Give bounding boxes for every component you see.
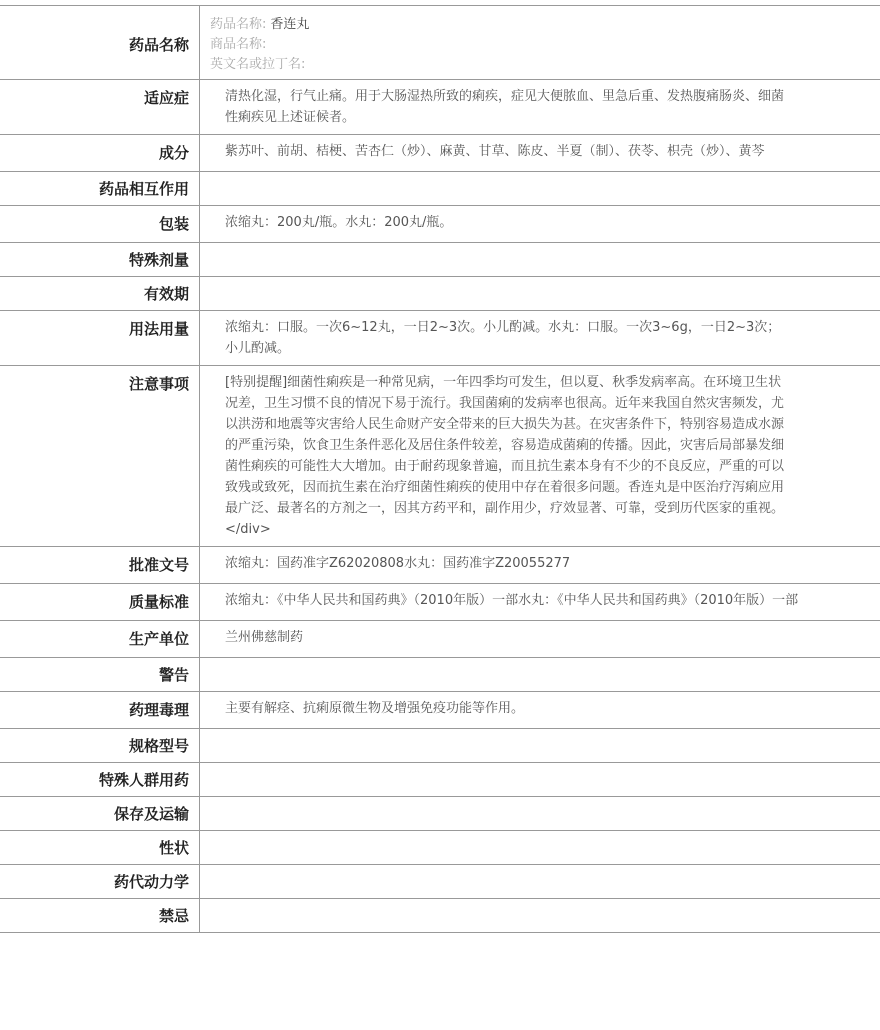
field-value-cell: [200, 172, 880, 206]
field-value: 清热化湿，行气止痛。用于大肠湿热所致的痢疾，症见大便脓血、里急后重、发热腹痛肠炎、细菌性痢疾见上述证候者。: [225, 89, 785, 125]
generic-name-key: 药品名称:: [210, 17, 267, 32]
info-row: [0, 135, 880, 172]
field-label: 用法用量: [0, 311, 200, 366]
field-value-cell: [200, 621, 880, 658]
info-row: [0, 206, 880, 243]
field-value: 浓缩丸：《中华人民共和国药典》（2010年版）一部水丸：《中华人民共和国药典》（2010年版）一部: [225, 593, 799, 608]
field-label: 药代动力学: [0, 865, 200, 899]
info-row: [0, 366, 880, 547]
field-label: 成分: [0, 135, 200, 172]
generic-name-line: [210, 15, 880, 35]
field-label: 警告: [0, 658, 200, 692]
field-label: 特殊人群用药: [0, 763, 200, 797]
field-value-cell: [200, 547, 880, 584]
field-value-cell: [200, 366, 880, 547]
field-label: 药品相互作用: [0, 172, 200, 206]
trade-name-key: 商品名称:: [210, 37, 267, 52]
field-value: 浓缩丸：200丸/瓶。水丸：200丸/瓶。: [225, 215, 453, 230]
info-row: [0, 831, 880, 865]
field-value-cell: [200, 797, 880, 831]
info-row: [0, 277, 880, 311]
field-value: [特别提醒]细菌性痢疾是一种常见病，一年四季均可发生，但以夏、秋季发病率高。在环境卫生状况差，卫生习惯不良的情况下易于流行。我国菌痢的发病率也很高。近年来我国自然灾害频发，尤以洪涝和地震等灾害给人民生命财产安全带来的巨大损失为甚。在灾害条件下，特别容易造成水源的严重污染，饮食卫生条件恶化及居住条件较差，容易造成菌痢的传播。因此，灾害后局部暴发细菌性痢疾的可能性大大增加。由于耐药现象普遍，而且抗生素本身有不少的不良反应，严重的可以致残或致死，因而抗生素在治疗细菌性痢疾的使用中存在着很多问题。香连丸是中医治疗泻痢应用最广泛、最著名的方剂之一，因其方药平和，副作用少，疗效显著、可靠，受到历代医家的重视。</div>: [225, 375, 785, 537]
field-value: 主要有解痉、抗痢原微生物及增强免疫功能等作用。: [225, 701, 525, 716]
field-value-cell: [200, 311, 880, 366]
info-row: [0, 729, 880, 763]
field-value-cell: [200, 729, 880, 763]
field-value-cell: [200, 692, 880, 729]
trade-name-line: [210, 35, 880, 55]
field-value-cell: [200, 658, 880, 692]
generic-name-value: 香连丸: [270, 17, 310, 32]
info-row: [0, 243, 880, 277]
info-row: [0, 763, 880, 797]
field-value-cell: [200, 899, 880, 933]
field-value: 兰州佛慈制药: [225, 630, 304, 645]
field-label: 包装: [0, 206, 200, 243]
field-value-cell: [200, 277, 880, 311]
field-value: 浓缩丸：国药准字Z62020808水丸：国药准字Z20055277: [225, 556, 571, 571]
field-label: 规格型号: [0, 729, 200, 763]
info-row: [0, 797, 880, 831]
drug-name-label: 药品名称: [0, 6, 200, 80]
english-name-line: [210, 55, 880, 75]
field-value-cell: [200, 831, 880, 865]
english-name-key: 英文名或拉丁名:: [210, 57, 306, 72]
field-label: 有效期: [0, 277, 200, 311]
drug-info-table: [0, 5, 880, 933]
field-label: 性状: [0, 831, 200, 865]
field-label: 适应症: [0, 80, 200, 135]
info-row: [0, 692, 880, 729]
field-value-cell: [200, 206, 880, 243]
field-value-cell: [200, 865, 880, 899]
field-value-cell: [200, 584, 880, 621]
info-row: [0, 172, 880, 206]
info-row: [0, 621, 880, 658]
field-value-cell: [200, 763, 880, 797]
info-row: [0, 899, 880, 933]
info-row: [0, 865, 880, 899]
info-row: [0, 547, 880, 584]
field-label: 禁忌: [0, 899, 200, 933]
drug-name-row: [0, 6, 880, 80]
field-label: 注意事项: [0, 366, 200, 547]
field-value-cell: [200, 135, 880, 172]
field-label: 生产单位: [0, 621, 200, 658]
field-label: 特殊剂量: [0, 243, 200, 277]
field-label: 质量标准: [0, 584, 200, 621]
info-row: [0, 658, 880, 692]
field-value: 浓缩丸：口服。一次6~12丸，一日2~3次。小儿酌减。水丸：口服。一次3~6g，一日2~3次；小儿酌减。: [225, 320, 781, 356]
field-value: 紫苏叶、前胡、桔梗、苦杏仁（炒）、麻黄、甘草、陈皮、半夏（制）、茯苓、枳壳（炒）、黄芩: [225, 144, 765, 159]
info-row: [0, 311, 880, 366]
field-label: 保存及运输: [0, 797, 200, 831]
field-label: 药理毒理: [0, 692, 200, 729]
drug-name-values: [200, 6, 880, 80]
field-value-cell: [200, 80, 880, 135]
info-row: [0, 584, 880, 621]
field-value-cell: [200, 243, 880, 277]
info-row: [0, 80, 880, 135]
field-label: 批准文号: [0, 547, 200, 584]
